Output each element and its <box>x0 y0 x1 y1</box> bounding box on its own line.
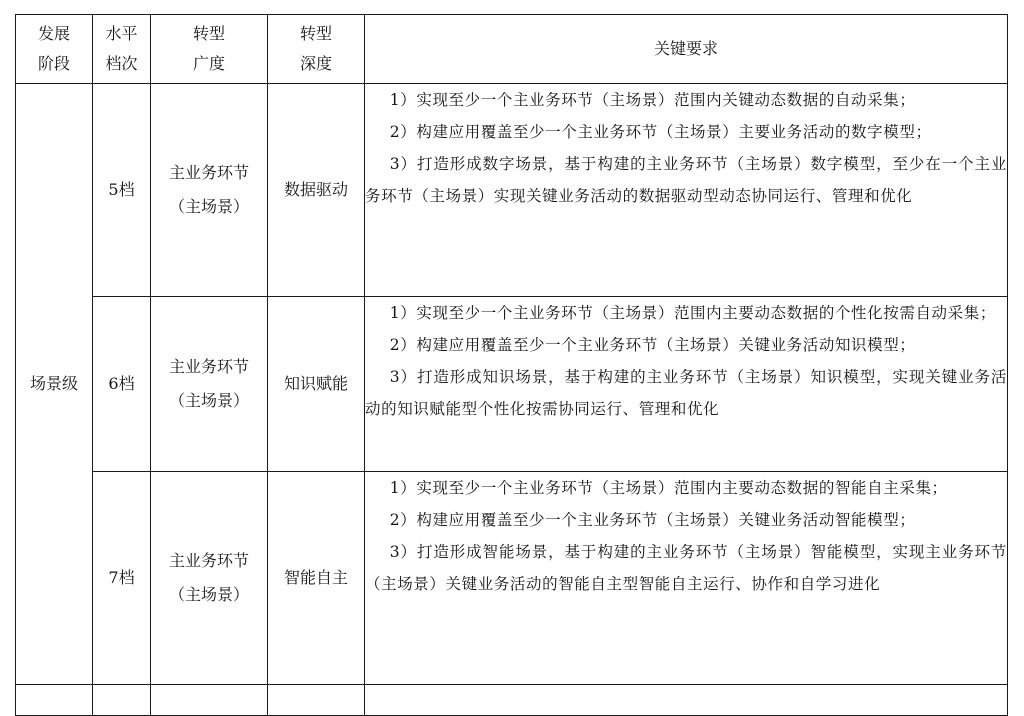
breadth-line2: （主场景） <box>168 197 249 216</box>
level-cell: 5档 <box>93 84 151 297</box>
depth-cell: 数据驱动 <box>268 84 365 297</box>
requirement-item: 2）构建应用覆盖至少一个主业务环节（主场景）主要业务活动的数字模型； <box>389 123 932 141</box>
requirement-item: 2）构建应用覆盖至少一个主业务环节（主场景）关键业务活动智能模型； <box>389 511 916 529</box>
requirements-cell <box>365 472 1008 685</box>
breadth-cell <box>151 472 268 685</box>
header-requirements: 关键要求 <box>365 15 1008 84</box>
requirements-table <box>15 14 1008 716</box>
header-depth-line2: 深度 <box>299 54 332 73</box>
breadth-line1: 主业务环节 <box>168 163 249 182</box>
table-row-level-7 <box>16 472 1008 685</box>
requirement-item: 3）打造形成智能场景，基于构建的主业务环节（主场景）智能模型，实现主业务环节（主场景）关键业务活动的智能自主型智能自主运行、协作和自学习进化 <box>365 543 1007 593</box>
level-cell: 7档 <box>93 472 151 685</box>
table-row-continued <box>16 685 1008 716</box>
breadth-cell <box>151 84 268 297</box>
requirements-cell <box>365 84 1008 297</box>
requirement-item: 3）打造形成数字场景，基于构建的主业务环节（主场景）数字模型，至少在一个主业务环节（主场景）实现关键业务活动的数据驱动型动态协同运行、管理和优化 <box>365 155 1007 205</box>
breadth-line2: （主场景） <box>168 585 249 604</box>
requirement-item: 1）实现至少一个主业务环节（主场景）范围内主要动态数据的个性化按需自动采集； <box>389 304 996 322</box>
empty-cell <box>16 685 93 716</box>
empty-cell <box>93 685 151 716</box>
table-row-level-5 <box>16 84 1008 297</box>
breadth-line2: （主场景） <box>168 391 249 410</box>
requirements-cell <box>365 297 1008 472</box>
empty-cell <box>268 685 365 716</box>
table-row-level-6 <box>16 297 1008 472</box>
header-depth-line1: 转型 <box>299 24 332 43</box>
depth-cell: 知识赋能 <box>268 297 365 472</box>
breadth-line1: 主业务环节 <box>168 357 249 376</box>
level-cell: 6档 <box>93 297 151 472</box>
empty-cell <box>365 685 1008 716</box>
stage-cell: 场景级 <box>16 84 93 685</box>
header-breadth <box>151 15 268 84</box>
breadth-cell <box>151 297 268 472</box>
header-stage-line1: 发展 <box>37 24 70 43</box>
empty-cell <box>151 685 268 716</box>
header-depth <box>268 15 365 84</box>
requirement-item: 3）打造形成知识场景，基于构建的主业务环节（主场景）知识模型，实现关键业务活动的知识赋能型个性化按需协同运行、管理和优化 <box>365 368 1007 418</box>
header-stage-line2: 阶段 <box>37 54 70 73</box>
header-level <box>93 15 151 84</box>
depth-cell: 智能自主 <box>268 472 365 685</box>
requirement-item: 2）构建应用覆盖至少一个主业务环节（主场景）关键业务活动知识模型； <box>389 336 916 354</box>
breadth-line1: 主业务环节 <box>168 551 249 570</box>
header-breadth-line1: 转型 <box>192 24 225 43</box>
header-stage <box>16 15 93 84</box>
header-row <box>16 15 1008 84</box>
header-level-line2: 档次 <box>105 54 138 73</box>
header-breadth-line2: 广度 <box>192 54 225 73</box>
requirement-item: 1）实现至少一个主业务环节（主场景）范围内关键动态数据的自动采集； <box>389 91 916 109</box>
header-level-line1: 水平 <box>105 24 138 43</box>
requirement-item: 1）实现至少一个主业务环节（主场景）范围内主要动态数据的智能自主采集； <box>389 479 948 497</box>
